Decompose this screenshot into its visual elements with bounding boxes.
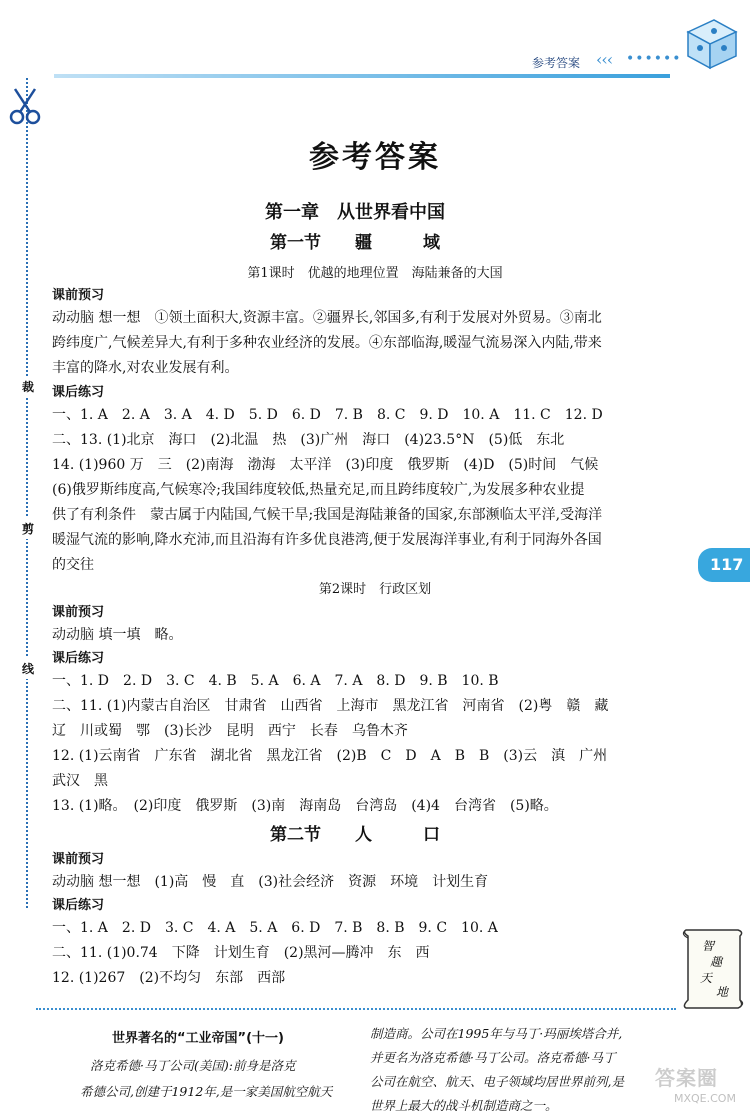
- footer-line: 洛克希德·马丁公司(美国):前身是洛克: [90, 1058, 296, 1073]
- page-number-tab: 117: [698, 548, 750, 582]
- header-rule: [54, 74, 670, 78]
- answer-line: 暖湿气流的影响,降水充沛,而且沿海有许多优良港湾,便于发展海洋事业,有利于同海外各国: [52, 532, 602, 548]
- cube-decoration-icon: [674, 10, 744, 72]
- subsection-label: 课前预习: [52, 605, 105, 620]
- answer-line: 的交往: [52, 557, 94, 573]
- answer-line: 供了有利条件 蒙古属于内陆国,气候干旱;我国是海陆兼备的国家,东部濒临太平洋,受海洋: [52, 507, 603, 523]
- answer-line: (6)俄罗斯纬度高,气候寒冷;我国纬度较低,热量充足,而且跨纬度较广,为发展多种农业提: [52, 482, 585, 498]
- footer-rule: [36, 1008, 676, 1010]
- answer-line: 二、11. (1)0.74 下降 计划生育 (2)黑河—腾冲 东 西: [52, 945, 430, 961]
- section-title: 第一节 疆 域: [270, 233, 440, 253]
- watermark: 答案圈: [655, 1066, 718, 1090]
- footer-line: 公司在航空、航天、电子领域均居世界前列,是: [370, 1074, 624, 1089]
- answer-line: 一、1. A 2. A 3. A 4. D 5. D 6. D 7. B 8. C 9. D 10. A 11. C 12. D: [52, 407, 603, 423]
- answer-line: 12. (1)267 (2)不均匀 东部 西部: [52, 970, 286, 986]
- answer-line: 动动脑 想一想 (1)高 慢 直 (3)社会经济 资源 环境 计划生育: [52, 874, 489, 890]
- subsection-label: 课前预习: [52, 288, 105, 303]
- section-title: 第二节 人 口: [270, 825, 440, 845]
- answer-line: 跨纬度广,气候差异大,有利于多种农业经济的发展。④东部临海,暖湿气流易深入内陆,带来: [52, 335, 602, 351]
- answer-line: 丰富的降水,对农业发展有利。: [52, 360, 239, 376]
- header-dots: ••••••: [626, 51, 682, 67]
- scroll-decoration: [678, 928, 748, 1010]
- footer-line: 世界上最大的战斗机制造商之一。: [370, 1098, 558, 1113]
- subsection-label: 课后练习: [52, 385, 105, 400]
- subsection-label: 课后练习: [52, 898, 105, 913]
- chapter-title: 第一章 从世界看中国: [265, 202, 445, 223]
- footer-line: 制造商。公司在1995年与马丁·玛丽埃塔合并,: [370, 1026, 623, 1041]
- cut-label-3: 线: [22, 658, 34, 679]
- answer-line: 12. (1)云南省 广东省 湖北省 黑龙江省 (2)B C D A B B (3)云 滇 广州: [52, 748, 608, 764]
- answer-line: 14. (1)960 万 三 (2)南海 渤海 太平洋 (3)印度 俄罗斯 (4)D (5)时间 气候: [52, 457, 599, 473]
- footer-line: 并更名为洛克希德·马丁公司。洛克希德·马丁: [370, 1050, 616, 1065]
- subsection-label: 课前预习: [52, 852, 105, 867]
- answer-line: 一、1. A 2. D 3. C 4. A 5. A 6. D 7. B 8. B 9. C 10. A: [52, 920, 498, 936]
- answer-line: 二、11. (1)内蒙古自治区 甘肃省 山西省 上海市 黑龙江省 河南省 (2)粤 赣 藏: [52, 698, 609, 714]
- header-arrows-icon: ‹‹‹: [596, 50, 613, 69]
- answer-line: 辽 川或蜀 鄂 (3)长沙 昆明 西宁 长春 乌鲁木齐: [52, 723, 408, 739]
- watermark-url: MXQE.COM: [674, 1092, 736, 1105]
- scissors-icon: [8, 86, 42, 126]
- answer-line: 动动脑 想一想 ①领土面积大,资源丰富。②疆界长,邻国多,有利于发展对外贸易。③南北: [52, 310, 602, 326]
- cut-label-2: 剪: [22, 518, 34, 539]
- answer-line: 动动脑 填一填 略。: [52, 627, 183, 643]
- answer-line: 武汉 黑: [52, 773, 108, 789]
- subsection-label: 课后练习: [52, 651, 105, 666]
- scroll-char: 智趣天地: [700, 939, 729, 999]
- page-title: 参考答案: [309, 140, 441, 175]
- lesson-title: 第2课时 行政区划: [318, 582, 432, 597]
- header-title: 参考答案: [532, 56, 581, 70]
- answer-line: 13. (1)略。 (2)印度 俄罗斯 (3)南 海南岛 台湾岛 (4)4 台湾省 (5)略。: [52, 798, 558, 814]
- answer-line: 一、1. D 2. D 3. C 4. B 5. A 6. A 7. A 8. D 9. B 10. B: [52, 673, 499, 689]
- footer-line: 希德公司,创建于1912年,是一家美国航空航天: [80, 1084, 333, 1099]
- footer-title: 世界著名的“工业帝国”(十一): [112, 1031, 284, 1046]
- answer-line: 二、13. (1)北京 海口 (2)北温 热 (3)广州 海口 (4)23.5°N (5)低 东北: [52, 432, 565, 448]
- lesson-title: 第1课时 优越的地理位置 海陆兼备的大国: [247, 266, 503, 281]
- cut-label-1: 裁: [22, 376, 34, 397]
